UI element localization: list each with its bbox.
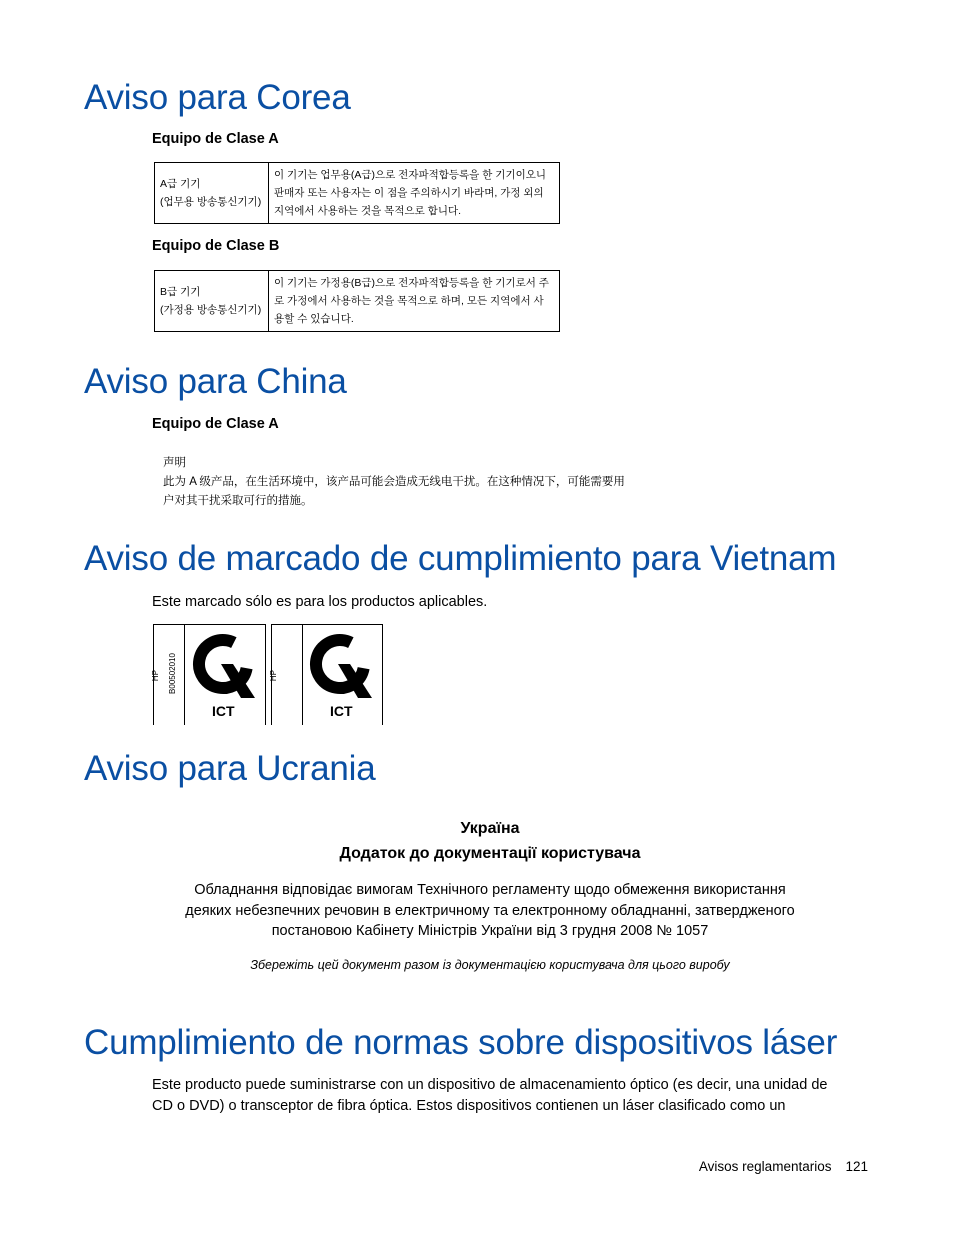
heading-korea: Aviso para Corea	[84, 78, 351, 117]
korea-class-a-left-cell	[155, 163, 269, 224]
laser-text-line: Este producto puede suministrarse con un dispositivo de almacenamiento óptico (es decir, una unidad de	[152, 1077, 828, 1093]
ukraine-note: Збережіть цей документ разом із документацією користувача для цього виробу	[250, 958, 730, 972]
korea-class-b-left-cell	[155, 271, 269, 332]
china-statement	[163, 454, 625, 511]
korea-class-b-label: Equipo de Clase B	[152, 238, 280, 254]
ukraine-subtitle: Додаток до документації користувача	[339, 845, 641, 862]
korea-class-a-label: Equipo de Clase A	[152, 131, 279, 147]
korea-class-b-right-cell	[269, 271, 560, 332]
china-statement-line: 户对其干扰采取可行的措施。	[163, 495, 313, 507]
table-cell-line: 판매자 또는 사용자는 이 점을 주의하시기 바라며, 가정 외의	[274, 187, 544, 199]
ukraine-body-line: постановою Кабінету Міністрів України від 3 грудня 2008 № 1057	[271, 923, 709, 939]
ukraine-title: Україна	[460, 820, 520, 837]
laser-text-line: CD o DVD) o transceptor de fibra óptica. Estos dispositivos contienen un láser clasificado como un	[152, 1098, 786, 1114]
ict-mark-2	[271, 624, 383, 725]
table-cell-line: A급 기기	[160, 178, 201, 190]
ukraine-body-line: Обладнання відповідає вимогам Технічного регламенту щодо обмеження використання	[194, 882, 786, 898]
cr-logo-icon	[308, 632, 376, 700]
heading-china: Aviso para China	[84, 362, 347, 401]
ukraine-body	[150, 880, 830, 942]
vietnam-compliance-marks	[153, 624, 383, 724]
table-cell-line: B급 기기	[160, 286, 201, 298]
table-cell-line: (가정용 방송통신기기)	[160, 304, 262, 316]
mark-label-text: ICT	[330, 703, 353, 719]
korea-class-b-table	[154, 270, 560, 332]
heading-ukraine: Aviso para Ucrania	[84, 749, 376, 788]
table-cell-line: 로 가정에서 사용하는 것을 목적으로 하며, 모든 지역에서 사	[274, 295, 544, 307]
footer-section: Avisos reglamentarios	[698, 1159, 832, 1174]
table-cell-line: (업무용 방송통신기기)	[160, 196, 262, 208]
table-cell-line: 이 기기는 업무용(A급)으로 전자파적합등록을 한 기기이오니	[274, 169, 547, 181]
ukraine-body-line: деяких небезпечних речовин в електричному та електронному обладнанні, затвердженого	[185, 902, 795, 919]
vietnam-text: Este marcado sólo es para los productos aplicables.	[152, 594, 488, 610]
korea-class-a-right-cell	[269, 163, 560, 224]
korea-class-a-table	[154, 162, 560, 224]
china-statement-line: 此为 A 级产品，在生活环境中，该产品可能会造成无线电干扰。在这种情况下，可能需要用	[163, 476, 625, 488]
heading-laser: Cumplimiento de normas sobre dispositivos láser	[84, 1023, 838, 1062]
table-cell-line: 이 기기는 가정용(B급)으로 전자파적합등록을 한 기기로서 주	[274, 277, 549, 289]
page-footer	[699, 1159, 868, 1174]
mark-brand-text: HP	[269, 669, 279, 682]
cr-logo-icon	[191, 632, 259, 700]
mark-code-text: B00502010	[167, 653, 177, 694]
china-class-a-label: Equipo de Clase A	[152, 416, 279, 432]
mark-brand-text: HP	[151, 669, 161, 682]
laser-text	[152, 1075, 827, 1117]
ict-mark-1	[153, 624, 266, 725]
mark-label-text: ICT	[212, 703, 235, 719]
table-cell-line: 용할 수 있습니다.	[274, 313, 354, 325]
page-number: 121	[845, 1159, 868, 1174]
heading-vietnam: Aviso de marcado de cumplimiento para Vietnam	[84, 539, 837, 578]
table-cell-line: 지역에서 사용하는 것을 목적으로 합니다.	[274, 205, 462, 217]
china-statement-line: 声明	[163, 457, 186, 469]
